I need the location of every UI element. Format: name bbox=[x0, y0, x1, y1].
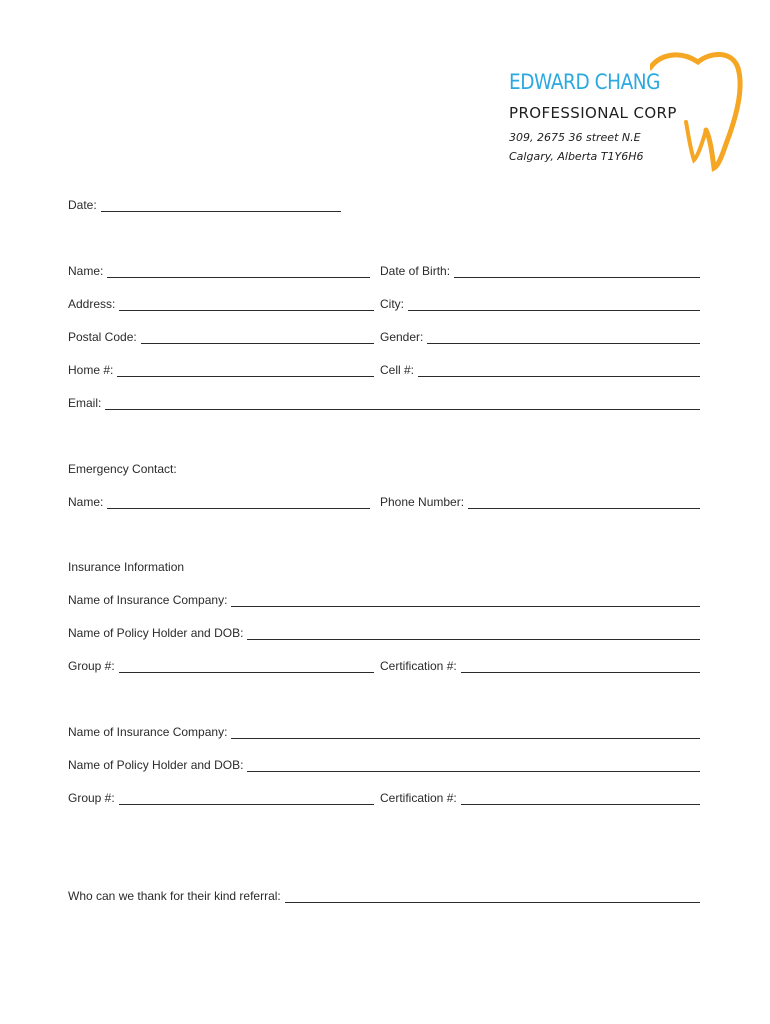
referral-row bbox=[68, 889, 702, 905]
email-row bbox=[68, 396, 702, 412]
group-field-2[interactable] bbox=[68, 791, 374, 805]
date-blank[interactable] bbox=[101, 199, 341, 212]
policy-holder-blank[interactable] bbox=[247, 627, 700, 640]
certification-blank[interactable] bbox=[461, 792, 700, 805]
certification-label: Certification #: bbox=[380, 791, 457, 805]
name-blank[interactable] bbox=[107, 265, 370, 278]
postal-code-label: Postal Code: bbox=[68, 330, 137, 344]
name-field[interactable] bbox=[68, 264, 370, 278]
emergency-contact-heading: Emergency Contact: bbox=[68, 462, 177, 476]
policy-holder-label: Name of Policy Holder and DOB: bbox=[68, 758, 244, 772]
dob-blank[interactable] bbox=[454, 265, 700, 278]
insurance-company-label: Name of Insurance Company: bbox=[68, 593, 228, 607]
group-field-1[interactable] bbox=[68, 659, 374, 673]
company-address-line1: 309, 2675 36 street N.E bbox=[509, 131, 641, 144]
cell-phone-field[interactable] bbox=[380, 363, 700, 377]
referral-field[interactable] bbox=[68, 889, 700, 903]
date-label: Date: bbox=[68, 198, 97, 212]
policy-holder-field-2[interactable] bbox=[68, 758, 700, 772]
policy-holder-field-1[interactable] bbox=[68, 626, 700, 640]
address-blank[interactable] bbox=[119, 298, 374, 311]
gender-label: Gender: bbox=[380, 330, 424, 344]
certification-field-2[interactable] bbox=[380, 791, 700, 805]
gender-blank[interactable] bbox=[427, 331, 700, 344]
email-field[interactable] bbox=[68, 396, 700, 410]
insurance-heading: Insurance Information bbox=[68, 560, 185, 574]
insurance-company-row-1 bbox=[68, 593, 702, 609]
insurance-company-label: Name of Insurance Company: bbox=[68, 725, 228, 739]
name-label: Name: bbox=[68, 264, 104, 278]
email-label: Email: bbox=[68, 396, 102, 410]
certification-field-1[interactable] bbox=[380, 659, 700, 673]
company-logo bbox=[500, 48, 750, 173]
gender-field[interactable] bbox=[380, 330, 700, 344]
policy-holder-label: Name of Policy Holder and DOB: bbox=[68, 626, 244, 640]
emergency-name-blank[interactable] bbox=[107, 496, 370, 509]
company-subtitle: PROFESSIONAL CORP bbox=[509, 104, 677, 122]
group-cert-row-1 bbox=[68, 659, 702, 675]
postal-code-field[interactable] bbox=[68, 330, 374, 344]
cell-phone-label: Cell #: bbox=[380, 363, 415, 377]
postal-code-blank[interactable] bbox=[141, 331, 374, 344]
group-label: Group #: bbox=[68, 791, 115, 805]
insurance-company-blank[interactable] bbox=[231, 726, 700, 739]
company-address-line2: Calgary, Alberta T1Y6H6 bbox=[509, 150, 644, 163]
date-field[interactable] bbox=[68, 198, 341, 212]
group-blank[interactable] bbox=[119, 792, 374, 805]
emergency-phone-blank[interactable] bbox=[468, 496, 700, 509]
dob-label: Date of Birth: bbox=[380, 264, 451, 278]
emergency-name-field[interactable] bbox=[68, 495, 370, 509]
group-label: Group #: bbox=[68, 659, 115, 673]
home-phone-blank[interactable] bbox=[117, 364, 374, 377]
company-name: EDWARD CHANG bbox=[509, 70, 661, 94]
address-field[interactable] bbox=[68, 297, 374, 311]
policy-holder-row-1 bbox=[68, 626, 702, 642]
date-row bbox=[68, 198, 702, 214]
dob-field[interactable] bbox=[380, 264, 700, 278]
certification-blank[interactable] bbox=[461, 660, 700, 673]
home-phone-label: Home #: bbox=[68, 363, 114, 377]
group-blank[interactable] bbox=[119, 660, 374, 673]
home-phone-field[interactable] bbox=[68, 363, 374, 377]
city-blank[interactable] bbox=[408, 298, 700, 311]
insurance-company-field-2[interactable] bbox=[68, 725, 700, 739]
referral-label: Who can we thank for their kind referral: bbox=[68, 889, 281, 903]
certification-label: Certification #: bbox=[380, 659, 457, 673]
referral-blank[interactable] bbox=[285, 890, 700, 903]
policy-holder-blank[interactable] bbox=[247, 759, 700, 772]
emergency-row bbox=[68, 495, 702, 511]
insurance-company-blank[interactable] bbox=[231, 594, 700, 607]
address-label: Address: bbox=[68, 297, 116, 311]
insurance-company-row-2 bbox=[68, 725, 702, 741]
policy-holder-row-2 bbox=[68, 758, 702, 774]
emergency-phone-label: Phone Number: bbox=[380, 495, 465, 509]
cell-phone-blank[interactable] bbox=[418, 364, 700, 377]
address-city-row bbox=[68, 297, 702, 313]
city-field[interactable] bbox=[380, 297, 700, 311]
city-label: City: bbox=[380, 297, 404, 311]
group-cert-row-2 bbox=[68, 791, 702, 807]
email-blank[interactable] bbox=[105, 397, 700, 410]
emergency-phone-field[interactable] bbox=[380, 495, 700, 509]
emergency-name-label: Name: bbox=[68, 495, 104, 509]
postal-gender-row bbox=[68, 330, 702, 346]
phone-row bbox=[68, 363, 702, 379]
insurance-company-field-1[interactable] bbox=[68, 593, 700, 607]
name-dob-row bbox=[68, 264, 702, 280]
